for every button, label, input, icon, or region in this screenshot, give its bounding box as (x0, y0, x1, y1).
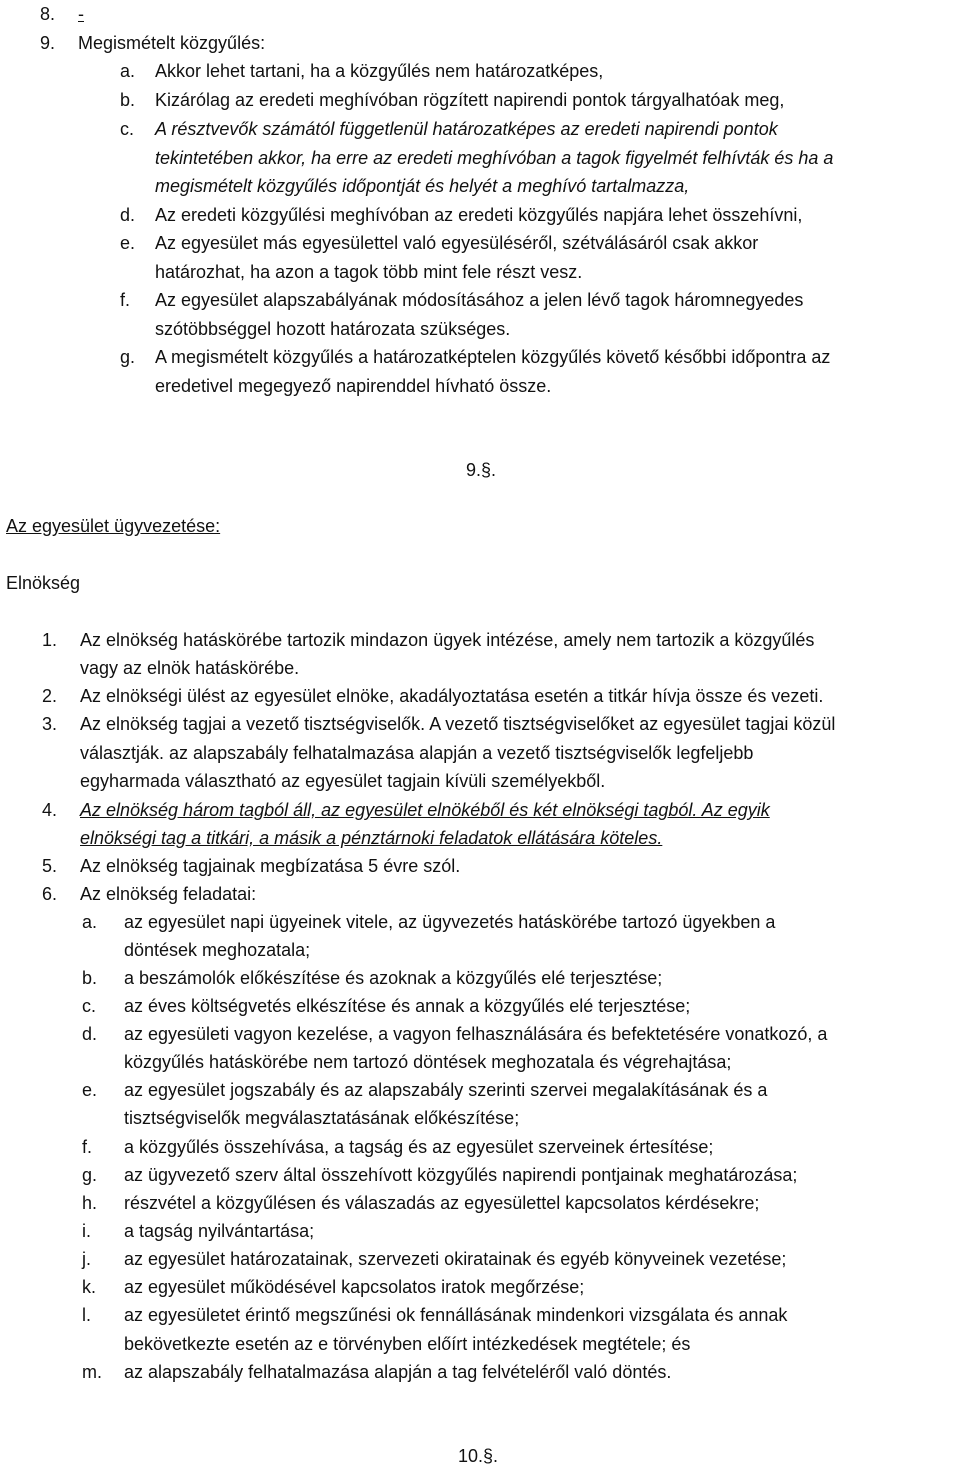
duty-f-line-1: a közgyűlés összehívása, a tagság és az egyesület szerveinek értesítése; (124, 1137, 714, 1157)
board-item-3-line-2: választják. az alapszabály felhatalmazása alapján a vezető tisztségviselők legfeljebb (80, 743, 754, 763)
duty-i-line-1: a tagság nyilvántartása; (124, 1221, 315, 1241)
item-8-text: - (78, 4, 84, 24)
board-item-1-line-1: Az elnökség hatáskörébe tartozik mindazon ügyek intézése, amely nem tartozik a közgyűlés (80, 630, 815, 650)
board-item-2-line-1: Az elnökségi ülést az egyesület elnöke, akadályoztatása esetén a titkár hívja össze és vezeti. (80, 686, 824, 706)
duty-e-line-1: az egyesület jogszabály és az alapszabály szerinti szervei megalakításának és a (124, 1080, 768, 1100)
board-heading: Elnökség (6, 573, 81, 593)
duty-d-line-2: közgyűlés hatáskörébe nem tartozó döntések meghozatala és végrehajtása; (124, 1052, 732, 1072)
section-9-heading: 9.§. (466, 460, 497, 480)
duty-l-line-2: bekövetkezte esetén az e törvényben előírt intézkedések megtétele; és (124, 1334, 691, 1354)
duty-b-line-1: a beszámolók előkészítése és azoknak a közgyűlés elé terjesztése; (124, 968, 663, 988)
item-9c-line-2: tekintetében akkor, ha erre az eredeti meghívóban a tagok figyelmét felhívták és ha a (155, 148, 834, 168)
item-9b-line: Kizárólag az eredeti meghívóban rögzített napirendi pontok tárgyalhatóak meg, (155, 90, 785, 110)
duty-a-marker: a. (82, 912, 98, 932)
duty-g-line-1: az ügyvezető szerv által összehívott közgyűlés napirendi pontjainak meghatározása; (124, 1165, 798, 1185)
duty-m-marker: m. (82, 1362, 102, 1382)
item-9e-line-2: határozhat, ha azon a tagok több mint fele részt vesz. (155, 262, 583, 282)
item-9-title: Megismételt közgyűlés: (78, 33, 266, 53)
item-9e-line-1: Az egyesület más egyesülettel való egyesüléséről, szétválásáról csak akkor (155, 233, 759, 253)
item-9f-marker: f. (120, 290, 131, 310)
item-9f-line-1: Az egyesület alapszabályának módosításához a jelen lévő tagok háromnegyedes (155, 290, 804, 310)
item-9f-line-2: szótöbbséggel hozott határozata szükséges. (155, 319, 511, 339)
duty-k-line-1: az egyesület működésével kapcsolatos iratok megőrzése; (124, 1277, 585, 1297)
duty-l-marker: l. (82, 1305, 91, 1325)
item-9e-marker: e. (120, 233, 136, 253)
item-9g-marker: g. (120, 347, 136, 367)
board-item-5-line-1: Az elnökség tagjainak megbízatása 5 évre szól. (80, 856, 461, 876)
duty-m-line-1: az alapszabály felhatalmazása alapján a tag felvételéről való döntés. (124, 1362, 672, 1382)
item-9a-line: Akkor lehet tartani, ha a közgyűlés nem határozatképes, (155, 61, 604, 81)
duty-c-line-1: az éves költségvetés elkészítése és annak a közgyűlés elé terjesztése; (124, 996, 691, 1016)
board-item-3-line-1: Az elnökség tagjai a vezető tisztségviselők. A vezető tisztségviselőket az egyesület tagjai közül (80, 714, 836, 734)
duty-e-marker: e. (82, 1080, 98, 1100)
duty-j-line-1: az egyesület határozatainak, szervezeti okiratainak és egyéb könyveinek vezetése; (124, 1249, 787, 1269)
board-item-5-marker: 5. (42, 856, 58, 876)
board-item-1-line-2: vagy az elnök hatáskörébe. (80, 658, 300, 678)
section-10-heading: 10.§. (458, 1446, 499, 1466)
board-item-1-marker: 1. (42, 630, 58, 650)
item-9c-marker: c. (120, 119, 135, 139)
item-9g-line-1: A megismételt közgyűlés a határozatképtelen közgyűlés követő későbbi időpontra az (155, 347, 831, 367)
item-9a-marker: a. (120, 61, 136, 81)
duty-a-line-1: az egyesület napi ügyeinek vitele, az ügyvezetés hatáskörébe tartozó ügyekben a (124, 912, 776, 932)
duty-h-line-1: részvétel a közgyűlésen és válaszadás az egyesülettel kapcsolatos kérdésekre; (124, 1193, 760, 1213)
duty-b-marker: b. (82, 968, 98, 988)
duty-d-line-1: az egyesületi vagyon kezelése, a vagyon felhasználására és befektetésére vonatkozó, a (124, 1024, 828, 1044)
item-9d-marker: d. (120, 205, 136, 225)
duty-a-line-2: döntések meghozatala; (124, 940, 311, 960)
management-heading: Az egyesület ügyvezetése: (6, 516, 221, 536)
duty-d-marker: d. (82, 1024, 98, 1044)
item-9b-marker: b. (120, 90, 136, 110)
duty-h-marker: h. (82, 1193, 98, 1213)
item-9g-line-2: eredetivel megegyező napirenddel hívható össze. (155, 376, 552, 396)
item-9c-line-1: A résztvevők számától függetlenül határozatképes az eredeti napirendi pontok (155, 119, 778, 139)
duty-k-marker: k. (82, 1277, 97, 1297)
item-9c-line-3: megismételt közgyűlés időpontját és helyét a meghívó tartalmazza, (155, 176, 690, 196)
board-item-4-line-1: Az elnökség három tagból áll, az egyesület elnökéből és két elnökségi tagból. Az egyik (80, 800, 770, 820)
duty-c-marker: c. (82, 996, 97, 1016)
board-item-3-line-3: egyharmada választható az egyesület tagjain kívüli személyekből. (80, 771, 606, 791)
board-item-6-marker: 6. (42, 884, 58, 904)
duty-g-marker: g. (82, 1165, 98, 1185)
duty-j-marker: j. (82, 1249, 91, 1269)
duty-l-line-1: az egyesületet érintő megszűnési ok fennállásának mindenkori vizsgálata és annak (124, 1305, 788, 1325)
item-9d-line: Az eredeti közgyűlési meghívóban az eredeti közgyűlés napjára lehet összehívni, (155, 205, 803, 225)
board-item-6-line-1: Az elnökség feladatai: (80, 884, 257, 904)
duty-f-marker: f. (82, 1137, 93, 1157)
duty-e-line-2: tisztségviselők megválasztatásának előkészítése; (124, 1108, 520, 1128)
board-item-4-line-2: elnökségi tag a titkári, a másik a pénztárnoki feladatok ellátására köteles. (80, 828, 663, 848)
item-8-marker: 8. (40, 4, 56, 24)
board-item-3-marker: 3. (42, 714, 58, 734)
item-9-marker: 9. (40, 33, 56, 53)
board-item-2-marker: 2. (42, 686, 58, 706)
board-item-4-marker: 4. (42, 800, 58, 820)
duty-i-marker: i. (82, 1221, 91, 1241)
